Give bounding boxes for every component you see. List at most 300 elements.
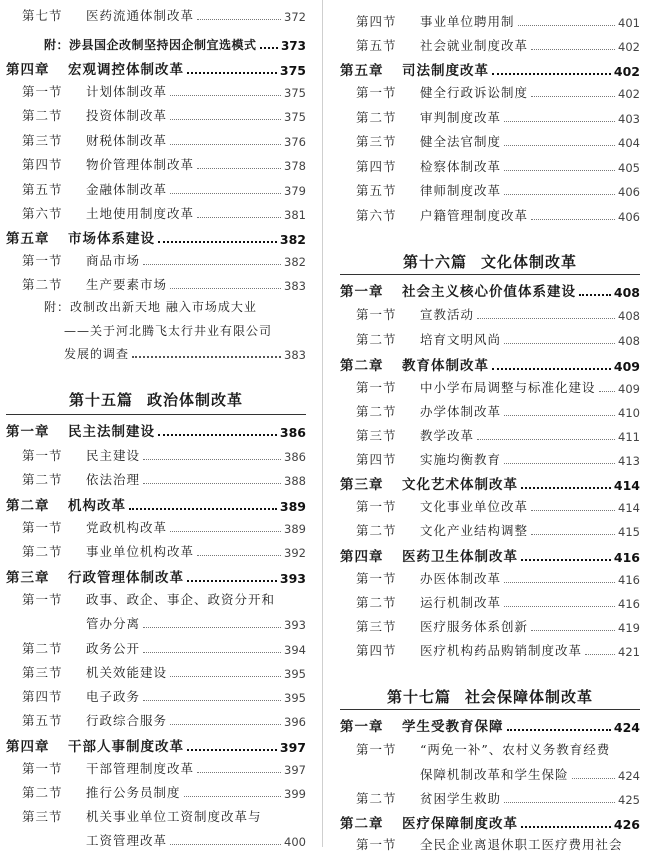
entry-title: 行政综合服务 bbox=[86, 713, 168, 728]
section-entry[interactable] bbox=[6, 251, 306, 269]
section-entry[interactable] bbox=[6, 155, 306, 173]
entry-title: 党政机构改革 bbox=[86, 520, 168, 535]
entry-number: 第四节 bbox=[356, 159, 397, 174]
section-entry[interactable] bbox=[340, 108, 640, 126]
section-entry[interactable] bbox=[6, 663, 306, 681]
section-entry[interactable] bbox=[340, 617, 640, 635]
dot-leader bbox=[504, 582, 615, 583]
entry-title: 商品市场 bbox=[86, 253, 141, 268]
section-entry[interactable] bbox=[340, 789, 640, 807]
page-number: 399 bbox=[284, 787, 306, 801]
page-number: 426 bbox=[613, 817, 640, 832]
entry-number: 第二节 bbox=[22, 472, 63, 487]
entry-title: 培育文明风尚 bbox=[420, 332, 502, 347]
dot-leader bbox=[477, 439, 615, 440]
section-entry[interactable] bbox=[340, 330, 640, 348]
entry-number: 第二节 bbox=[356, 595, 397, 610]
page-number: 421 bbox=[618, 645, 640, 659]
dot-leader bbox=[531, 630, 615, 631]
page-number: 379 bbox=[284, 184, 306, 198]
part-heading-rule bbox=[6, 414, 306, 415]
section-entry[interactable] bbox=[6, 783, 306, 801]
entry-title: 医疗服务体系创新 bbox=[420, 619, 529, 634]
appendix-entry[interactable] bbox=[6, 36, 306, 53]
entry-title: 行政管理体制改革 bbox=[68, 570, 184, 586]
entry-number: 第四节 bbox=[22, 689, 63, 704]
entry-title: 健全法官制度 bbox=[420, 134, 502, 149]
entry-title: 全民企业离退休职工医疗费用社会 bbox=[420, 837, 623, 852]
dot-leader bbox=[197, 19, 281, 20]
page-number: 388 bbox=[284, 474, 306, 488]
appendix-entry[interactable] bbox=[6, 345, 306, 362]
section-entry[interactable] bbox=[340, 569, 640, 587]
chapter-entry[interactable] bbox=[340, 59, 640, 79]
entry-title: 附：涉县国企改制坚持因企制宜选模式 bbox=[44, 38, 257, 52]
page-number: 411 bbox=[618, 430, 640, 444]
dot-leader bbox=[187, 749, 277, 751]
entry-number: 第三节 bbox=[356, 619, 397, 634]
section-entry[interactable] bbox=[340, 402, 640, 420]
entry-title: 运行机制改革 bbox=[420, 595, 502, 610]
dot-leader bbox=[197, 555, 281, 556]
chapter-entry[interactable] bbox=[340, 715, 640, 735]
page-number: 402 bbox=[618, 40, 640, 54]
entry-number: 第四节 bbox=[356, 643, 397, 658]
entry-number: 第三节 bbox=[356, 428, 397, 443]
dot-leader bbox=[572, 778, 616, 779]
page-number: 394 bbox=[284, 643, 306, 657]
page-number: 382 bbox=[279, 232, 306, 247]
chapter-entry[interactable] bbox=[6, 566, 306, 586]
part-heading bbox=[6, 389, 306, 410]
page-number: 386 bbox=[279, 425, 306, 440]
section-entry[interactable] bbox=[6, 542, 306, 560]
entry-title: 民主建设 bbox=[86, 448, 141, 463]
dot-leader bbox=[260, 47, 278, 49]
entry-number: 第一节 bbox=[356, 85, 397, 100]
entry-title: 机关效能建设 bbox=[86, 665, 168, 680]
dot-leader bbox=[531, 219, 615, 220]
section-entry[interactable] bbox=[6, 6, 306, 24]
entry-title: 户籍管理制度改革 bbox=[420, 208, 529, 223]
section-entry[interactable] bbox=[340, 181, 640, 199]
page-number: 404 bbox=[618, 136, 640, 150]
page-number: 408 bbox=[613, 285, 640, 300]
page-number: 397 bbox=[284, 763, 306, 777]
entry-number: 第一节 bbox=[356, 571, 397, 586]
entry-number: 第一章 bbox=[340, 284, 384, 300]
section-entry[interactable] bbox=[6, 180, 306, 198]
entry-number: 第五节 bbox=[22, 713, 63, 728]
entry-number: 第四节 bbox=[356, 14, 397, 29]
entry-number: 第四章 bbox=[6, 739, 50, 755]
dot-leader bbox=[170, 193, 281, 194]
entry-number: 第七节 bbox=[22, 8, 63, 23]
entry-title: 发展的调查 bbox=[64, 347, 130, 361]
dot-leader bbox=[197, 772, 281, 773]
entry-number: 第二节 bbox=[356, 791, 397, 806]
section-entry[interactable] bbox=[340, 12, 640, 30]
entry-number: 第六节 bbox=[356, 208, 397, 223]
section-entry[interactable] bbox=[6, 446, 306, 464]
dot-leader bbox=[477, 318, 615, 319]
entry-title: 文化艺术体制改革 bbox=[402, 477, 518, 493]
entry-number: 第二节 bbox=[22, 785, 63, 800]
chapter-entry[interactable] bbox=[6, 227, 306, 247]
dot-leader bbox=[579, 294, 611, 296]
entry-continuation[interactable] bbox=[340, 765, 640, 783]
entry-title: 办医体制改革 bbox=[420, 571, 502, 586]
dot-leader bbox=[184, 796, 282, 797]
page-number: 405 bbox=[618, 161, 640, 175]
page-number: 375 bbox=[284, 86, 306, 100]
page-number: 402 bbox=[613, 64, 640, 79]
part-name: 社会保障体制改革 bbox=[465, 688, 594, 706]
section-entry[interactable] bbox=[340, 157, 640, 175]
page-number: 416 bbox=[618, 597, 640, 611]
page-number: 406 bbox=[618, 210, 640, 224]
entry-title: 管办分离 bbox=[86, 616, 141, 631]
dot-leader bbox=[170, 724, 281, 725]
entry-number: 第一节 bbox=[22, 253, 63, 268]
column-divider bbox=[322, 0, 323, 847]
section-entry[interactable] bbox=[6, 687, 306, 705]
entry-title: 事业单位机构改革 bbox=[86, 544, 195, 559]
entry-continuation[interactable] bbox=[6, 614, 306, 632]
entry-title: 推行公务员制度 bbox=[86, 785, 181, 800]
part-heading bbox=[340, 251, 640, 272]
part-number: 第十六篇 bbox=[402, 253, 467, 271]
entry-title: 学生受教育保障 bbox=[402, 719, 504, 735]
appendix-entry[interactable] bbox=[6, 322, 306, 339]
section-entry[interactable] bbox=[6, 275, 306, 293]
entry-title: 机构改革 bbox=[68, 498, 126, 514]
entry-title: ——关于河北腾飞太行井业有限公司 bbox=[64, 324, 273, 338]
page-number: 403 bbox=[618, 112, 640, 126]
entry-title: 事业单位聘用制 bbox=[420, 14, 515, 29]
dot-leader bbox=[521, 826, 611, 828]
entry-title: 司法制度改革 bbox=[402, 63, 489, 79]
section-entry[interactable] bbox=[6, 759, 306, 777]
page-number: 389 bbox=[279, 499, 306, 514]
entry-title: 律师制度改革 bbox=[420, 183, 502, 198]
entry-number: 第三节 bbox=[22, 133, 63, 148]
dot-leader bbox=[531, 49, 615, 50]
page-number: 400 bbox=[284, 835, 306, 849]
page-number: 416 bbox=[613, 550, 640, 565]
entry-continuation[interactable] bbox=[6, 831, 306, 849]
entry-title: 物价管理体制改革 bbox=[86, 157, 195, 172]
section-entry[interactable] bbox=[340, 450, 640, 468]
page-number: 397 bbox=[279, 740, 306, 755]
section-entry[interactable] bbox=[340, 835, 640, 853]
section-entry[interactable] bbox=[6, 711, 306, 729]
dot-leader bbox=[170, 531, 281, 532]
entry-title: 医药流通体制改革 bbox=[86, 8, 195, 23]
entry-number: 第一节 bbox=[356, 837, 397, 852]
section-entry[interactable] bbox=[6, 518, 306, 536]
entry-number: 第三章 bbox=[340, 477, 384, 493]
entry-number: 第二节 bbox=[22, 641, 63, 656]
page-number: 375 bbox=[279, 63, 306, 78]
dot-leader bbox=[518, 25, 616, 26]
entry-title: 宏观调控体制改革 bbox=[68, 62, 184, 78]
entry-number: 第二节 bbox=[22, 108, 63, 123]
page-number: 393 bbox=[279, 571, 306, 586]
entry-title: 教学改革 bbox=[420, 428, 475, 443]
entry-title: 干部人事制度改革 bbox=[68, 739, 184, 755]
part-name: 政治体制改革 bbox=[147, 391, 244, 409]
entry-number: 第五节 bbox=[356, 38, 397, 53]
section-entry[interactable] bbox=[340, 132, 640, 150]
entry-title: 教育体制改革 bbox=[402, 358, 489, 374]
page-number: 416 bbox=[618, 573, 640, 587]
page-number: 409 bbox=[613, 359, 640, 374]
dot-leader bbox=[158, 241, 277, 243]
dot-leader bbox=[143, 700, 281, 701]
dot-leader bbox=[585, 654, 615, 655]
section-entry[interactable] bbox=[340, 36, 640, 54]
section-entry[interactable] bbox=[340, 641, 640, 659]
entry-title: 健全行政诉讼制度 bbox=[420, 85, 529, 100]
section-entry[interactable] bbox=[340, 378, 640, 396]
dot-leader bbox=[492, 73, 611, 75]
dot-leader bbox=[187, 72, 277, 74]
chapter-entry[interactable] bbox=[6, 420, 306, 440]
entry-number: 第一节 bbox=[356, 307, 397, 322]
dot-leader bbox=[521, 559, 611, 561]
page-number: 383 bbox=[284, 279, 306, 293]
page-number: 424 bbox=[613, 720, 640, 735]
entry-title: 医疗机构药品购销制度改革 bbox=[420, 643, 583, 658]
chapter-entry[interactable] bbox=[340, 812, 640, 832]
page-number: 393 bbox=[284, 618, 306, 632]
dot-leader bbox=[504, 145, 615, 146]
section-entry[interactable] bbox=[6, 470, 306, 488]
entry-number: 第一节 bbox=[356, 499, 397, 514]
chapter-entry[interactable] bbox=[6, 735, 306, 755]
appendix-entry[interactable] bbox=[6, 298, 306, 315]
entry-title: 生产要素市场 bbox=[86, 277, 168, 292]
dot-leader bbox=[492, 368, 611, 370]
section-entry[interactable] bbox=[340, 593, 640, 611]
page-number: 373 bbox=[280, 39, 306, 53]
dot-leader bbox=[504, 463, 615, 464]
dot-leader bbox=[504, 121, 615, 122]
entry-number: 第三节 bbox=[22, 665, 63, 680]
entry-number: 第二章 bbox=[6, 498, 50, 514]
section-entry[interactable] bbox=[340, 83, 640, 101]
entry-number: 第一节 bbox=[356, 380, 397, 395]
dot-leader bbox=[504, 802, 615, 803]
part-name: 文化体制改革 bbox=[481, 253, 578, 271]
entry-number: 第一节 bbox=[22, 592, 63, 607]
entry-title: 宣教活动 bbox=[420, 307, 475, 322]
entry-number: 第一章 bbox=[340, 719, 384, 735]
section-entry[interactable] bbox=[340, 305, 640, 323]
entry-number: 第五节 bbox=[22, 182, 63, 197]
entry-title: 财税体制改革 bbox=[86, 133, 168, 148]
page-number: 382 bbox=[284, 255, 306, 269]
dot-leader bbox=[170, 144, 281, 145]
dot-leader bbox=[504, 606, 615, 607]
entry-title: 土地使用制度改革 bbox=[86, 206, 195, 221]
page-number: 389 bbox=[284, 522, 306, 536]
entry-title: 附：改制改出新天地 融入市场成大业 bbox=[44, 300, 257, 314]
entry-number: 第六节 bbox=[22, 206, 63, 221]
page-number: 372 bbox=[284, 10, 306, 24]
dot-leader bbox=[197, 217, 281, 218]
dot-leader bbox=[170, 676, 281, 677]
entry-number: 第四节 bbox=[356, 452, 397, 467]
dot-leader bbox=[197, 168, 281, 169]
entry-number: 第一章 bbox=[6, 424, 50, 440]
entry-title: 电子政务 bbox=[86, 689, 141, 704]
dot-leader bbox=[170, 288, 281, 289]
entry-number: 第四章 bbox=[6, 62, 50, 78]
part-heading-rule bbox=[340, 274, 640, 275]
entry-number: 第一节 bbox=[22, 761, 63, 776]
entry-title: 实施均衡教育 bbox=[420, 452, 502, 467]
section-entry[interactable] bbox=[6, 590, 306, 608]
page-number: 424 bbox=[618, 769, 640, 783]
dot-leader bbox=[143, 264, 281, 265]
dot-leader bbox=[170, 844, 281, 845]
entry-title: 计划体制改革 bbox=[86, 84, 168, 99]
page-number: 386 bbox=[284, 450, 306, 464]
dot-leader bbox=[132, 356, 281, 358]
entry-title: 机关事业单位工资制度改革与 bbox=[86, 809, 262, 824]
page-number: 401 bbox=[618, 16, 640, 30]
entry-number: 第二章 bbox=[340, 358, 384, 374]
dot-leader bbox=[143, 483, 281, 484]
entry-number: 第一节 bbox=[22, 84, 63, 99]
page-number: 414 bbox=[613, 478, 640, 493]
entry-title: 依法治理 bbox=[86, 472, 141, 487]
entry-number: 第五章 bbox=[6, 231, 50, 247]
dot-leader bbox=[521, 487, 611, 489]
section-entry[interactable] bbox=[340, 740, 640, 758]
page-number: 408 bbox=[618, 334, 640, 348]
section-entry[interactable] bbox=[340, 497, 640, 515]
entry-number: 第一节 bbox=[356, 742, 397, 757]
dot-leader bbox=[531, 96, 615, 97]
entry-number: 第二章 bbox=[340, 816, 384, 832]
entry-title: 文化产业结构调整 bbox=[420, 523, 529, 538]
entry-title: 贫困学生救助 bbox=[420, 791, 502, 806]
entry-number: 第一节 bbox=[22, 448, 63, 463]
section-entry[interactable] bbox=[340, 426, 640, 444]
part-heading bbox=[340, 686, 640, 707]
entry-title: 政务公开 bbox=[86, 641, 141, 656]
entry-number: 第五节 bbox=[356, 183, 397, 198]
entry-title: 金融体制改革 bbox=[86, 182, 168, 197]
dot-leader bbox=[504, 194, 615, 195]
chapter-entry[interactable] bbox=[340, 280, 640, 300]
dot-leader bbox=[187, 580, 277, 582]
entry-number: 第五章 bbox=[340, 63, 384, 79]
page-number: 383 bbox=[284, 348, 306, 362]
page-number: 425 bbox=[618, 793, 640, 807]
entry-title: 审判制度改革 bbox=[420, 110, 502, 125]
page-number: 395 bbox=[284, 691, 306, 705]
page-number: 378 bbox=[284, 159, 306, 173]
entry-title: 投资体制改革 bbox=[86, 108, 168, 123]
entry-title: 民主法制建设 bbox=[68, 424, 155, 440]
entry-title: 文化事业单位改革 bbox=[420, 499, 529, 514]
entry-title: “两免一补”、农村义务教育经费 bbox=[420, 742, 611, 757]
dot-leader bbox=[143, 652, 281, 653]
dot-leader bbox=[504, 415, 615, 416]
dot-leader bbox=[531, 534, 615, 535]
entry-number: 第一节 bbox=[22, 520, 63, 535]
part-number: 第十五篇 bbox=[68, 391, 133, 409]
page-number: 392 bbox=[284, 546, 306, 560]
section-entry[interactable] bbox=[6, 204, 306, 222]
entry-title: 医疗保障制度改革 bbox=[402, 816, 518, 832]
part-heading-rule bbox=[340, 709, 640, 710]
chapter-entry[interactable] bbox=[340, 473, 640, 493]
part-number: 第十七篇 bbox=[386, 688, 451, 706]
section-entry[interactable] bbox=[6, 639, 306, 657]
chapter-entry[interactable] bbox=[6, 58, 306, 78]
entry-title: 社会就业制度改革 bbox=[420, 38, 529, 53]
dot-leader bbox=[129, 508, 277, 510]
dot-leader bbox=[170, 95, 281, 96]
chapter-entry[interactable] bbox=[340, 545, 640, 565]
page-number: 414 bbox=[618, 501, 640, 515]
dot-leader bbox=[143, 627, 281, 628]
entry-number: 第二节 bbox=[356, 404, 397, 419]
entry-title: 政事、政企、事企、政资分开和 bbox=[86, 592, 276, 607]
entry-number: 第二节 bbox=[356, 523, 397, 538]
page-number: 410 bbox=[618, 406, 640, 420]
entry-number: 第二节 bbox=[356, 332, 397, 347]
page-number: 406 bbox=[618, 185, 640, 199]
entry-number: 第二节 bbox=[22, 277, 63, 292]
entry-title: 市场体系建设 bbox=[68, 231, 155, 247]
section-entry[interactable] bbox=[6, 82, 306, 100]
dot-leader bbox=[143, 459, 281, 460]
section-entry[interactable] bbox=[6, 807, 306, 825]
page-number: 415 bbox=[618, 525, 640, 539]
section-entry[interactable] bbox=[6, 106, 306, 124]
entry-number: 第三节 bbox=[22, 809, 63, 824]
page-number: 402 bbox=[618, 87, 640, 101]
entry-title: 医药卫生体制改革 bbox=[402, 549, 518, 565]
page-number: 413 bbox=[618, 454, 640, 468]
section-entry[interactable] bbox=[6, 131, 306, 149]
dot-leader bbox=[170, 119, 281, 120]
entry-title: 社会主义核心价值体系建设 bbox=[402, 284, 576, 300]
chapter-entry[interactable] bbox=[340, 354, 640, 374]
page-number: 395 bbox=[284, 667, 306, 681]
dot-leader bbox=[531, 510, 615, 511]
entry-title: 中小学布局调整与标准化建设 bbox=[420, 380, 596, 395]
chapter-entry[interactable] bbox=[6, 494, 306, 514]
page-number: 419 bbox=[618, 621, 640, 635]
dot-leader bbox=[158, 434, 277, 436]
dot-leader bbox=[504, 170, 615, 171]
entry-number: 第二节 bbox=[22, 544, 63, 559]
dot-leader bbox=[504, 343, 615, 344]
entry-title: 工资管理改革 bbox=[86, 833, 168, 848]
page-number: 376 bbox=[284, 135, 306, 149]
section-entry[interactable] bbox=[340, 206, 640, 224]
entry-title: 办学体制改革 bbox=[420, 404, 502, 419]
section-entry[interactable] bbox=[340, 521, 640, 539]
page-number: 396 bbox=[284, 715, 306, 729]
